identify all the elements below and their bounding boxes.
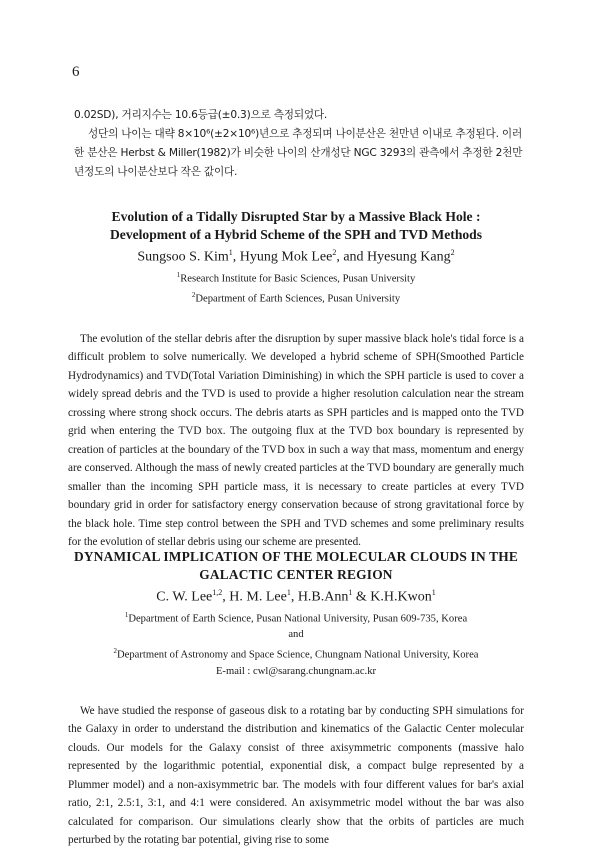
email-address: E-mail : cwl@sarang.chungnam.ac.kr: [215, 665, 377, 677]
affiliation-text: Department of Earth Sciences, Pusan University: [195, 293, 401, 305]
abstract-title-line: Development of a Hybrid Scheme of the SPH and TVD Methods: [109, 227, 483, 242]
affiliation-sup: 1: [124, 610, 129, 619]
author-name: Sungsoo S. Kim: [137, 249, 229, 265]
korean-line: 한 분산은 Herbst & Miller(1982)가 비슷한 나이의 산개성단 NGC 3293의 관측에서 추정한 2천만: [74, 147, 523, 159]
affiliation-sup: 1: [176, 270, 181, 279]
affiliation-text: Department of Earth Science, Pusan National University, Pusan 609-735, Korea: [128, 613, 468, 625]
abstract-title-line: Evolution of a Tidally Disrupted Star by a Massive Black Hole :: [111, 209, 481, 224]
affiliation-sup: 2: [113, 647, 118, 656]
author-sup: 2: [332, 248, 337, 257]
affiliation-and: and: [288, 629, 304, 641]
author-sep: &: [352, 589, 371, 605]
author-sep: , and: [336, 249, 368, 265]
korean-line: 년정도의 나이분산보다 작은 값이다.: [74, 166, 238, 178]
author-name: Hyung Mok Lee: [239, 249, 333, 265]
affiliation: [68, 287, 524, 308]
author-name: H.B.Ann: [297, 589, 349, 605]
abstract-title-line: DYNAMICAL IMPLICATION OF THE MOLECULAR CLOUDS IN THE: [73, 549, 519, 564]
author-sup: 2: [450, 248, 455, 257]
author-sep: ,: [232, 249, 240, 265]
author-sup: 1: [228, 248, 233, 257]
author-name: H. M. Lee: [229, 589, 287, 605]
korean-text-block: [74, 106, 534, 182]
abstract-title: [68, 548, 524, 584]
abstract-body: We have studied the response of gaseous disk to a rotating bar by conducting SPH simulations for the Galaxy in order to understand the distribution and kinematics of the Galactic Center molecular clouds. Our models for the Galaxy consist of three axisymmetric components (massive halo represented by the logarithmic potential, exponential disk, a compact bulge represented by a Plummer model) and a non-axisymmetric bar. The models with four different values for bar's axial ratio, 2:1, 2.5:1, 3:1, and 4:1 were considered. An axisymmetric model without the bar was also calculated for comparison. Our simulations clearly show that the orbits of particles are much perturbed by the rotating bar potential, giving rise to some: [68, 704, 524, 847]
author-name: Hyesung Kang: [367, 249, 451, 265]
author-sup: 1: [348, 588, 353, 597]
affiliation: [68, 267, 524, 288]
abstract-title: [68, 208, 524, 244]
korean-line: 성단의 나이는 대략 8×10⁶(±2×10⁶)년으로 추정되며 나이분산은 천만년 이내로 추정된다. 이러: [88, 128, 522, 140]
affiliation-sup: 2: [191, 291, 196, 300]
author-list: [68, 584, 524, 607]
author-name: K.H.Kwon: [370, 589, 432, 605]
affiliation: [68, 643, 524, 664]
abstract-body: The evolution of the stellar debris after the disruption by super massive black hole's tidal force is a difficult problem to solve numerically. We developed a hybrid scheme of SPH(Smoothed Particle Hydrodynamics) and TVD(Total Variation Diminishing) in which the SPH particle is used to cover a widely spread debris and the TVD is used to provide a higher resolution calculation near the stream crossing where strong shock occurs. The debris atarts as SPH particles and is mapped onto the TVD grid when entering the TVD box. The outgoing flux at the TVD box boundary is represented by creation of particles at the boundary of the TVD box in such a way that mass, momentum and energy are conserved. Although the mass of newly created particles at the TVD boundary are generally much smaller than the incoming SPH particle mass, it is necessary to create particles at every TVD boundary grid in order for satisfactory energy conservation because of strong gravitational force by the black hole. Time step control between the SPH and TVD schemes and some preliminary results for the evolution of stellar debris using our scheme are presented.: [68, 332, 524, 549]
author-name: C. W. Lee: [156, 589, 213, 605]
page-number: 6: [72, 64, 80, 80]
author-sup: 1,2: [212, 588, 223, 597]
author-list: [68, 244, 524, 267]
author-sup: 1: [431, 588, 436, 597]
abstract-galactic-center: [68, 548, 524, 850]
affiliation-text: Research Institute for Basic Sciences, Pusan University: [180, 273, 416, 285]
abstract-title-line: GALACTIC CENTER REGION: [199, 567, 393, 582]
korean-line: 0.02SD), 거리지수는 10.6등급(±0.3)으로 측정되었다.: [74, 109, 328, 121]
abstract-tidal-disruption: [68, 208, 524, 552]
author-sep: ,: [222, 589, 230, 605]
author-sup: 1: [286, 588, 291, 597]
author-sep: ,: [290, 589, 298, 605]
affiliation-text: Department of Astronomy and Space Science, Chungnam National University, Korea: [117, 649, 479, 661]
affiliation: [68, 607, 524, 628]
